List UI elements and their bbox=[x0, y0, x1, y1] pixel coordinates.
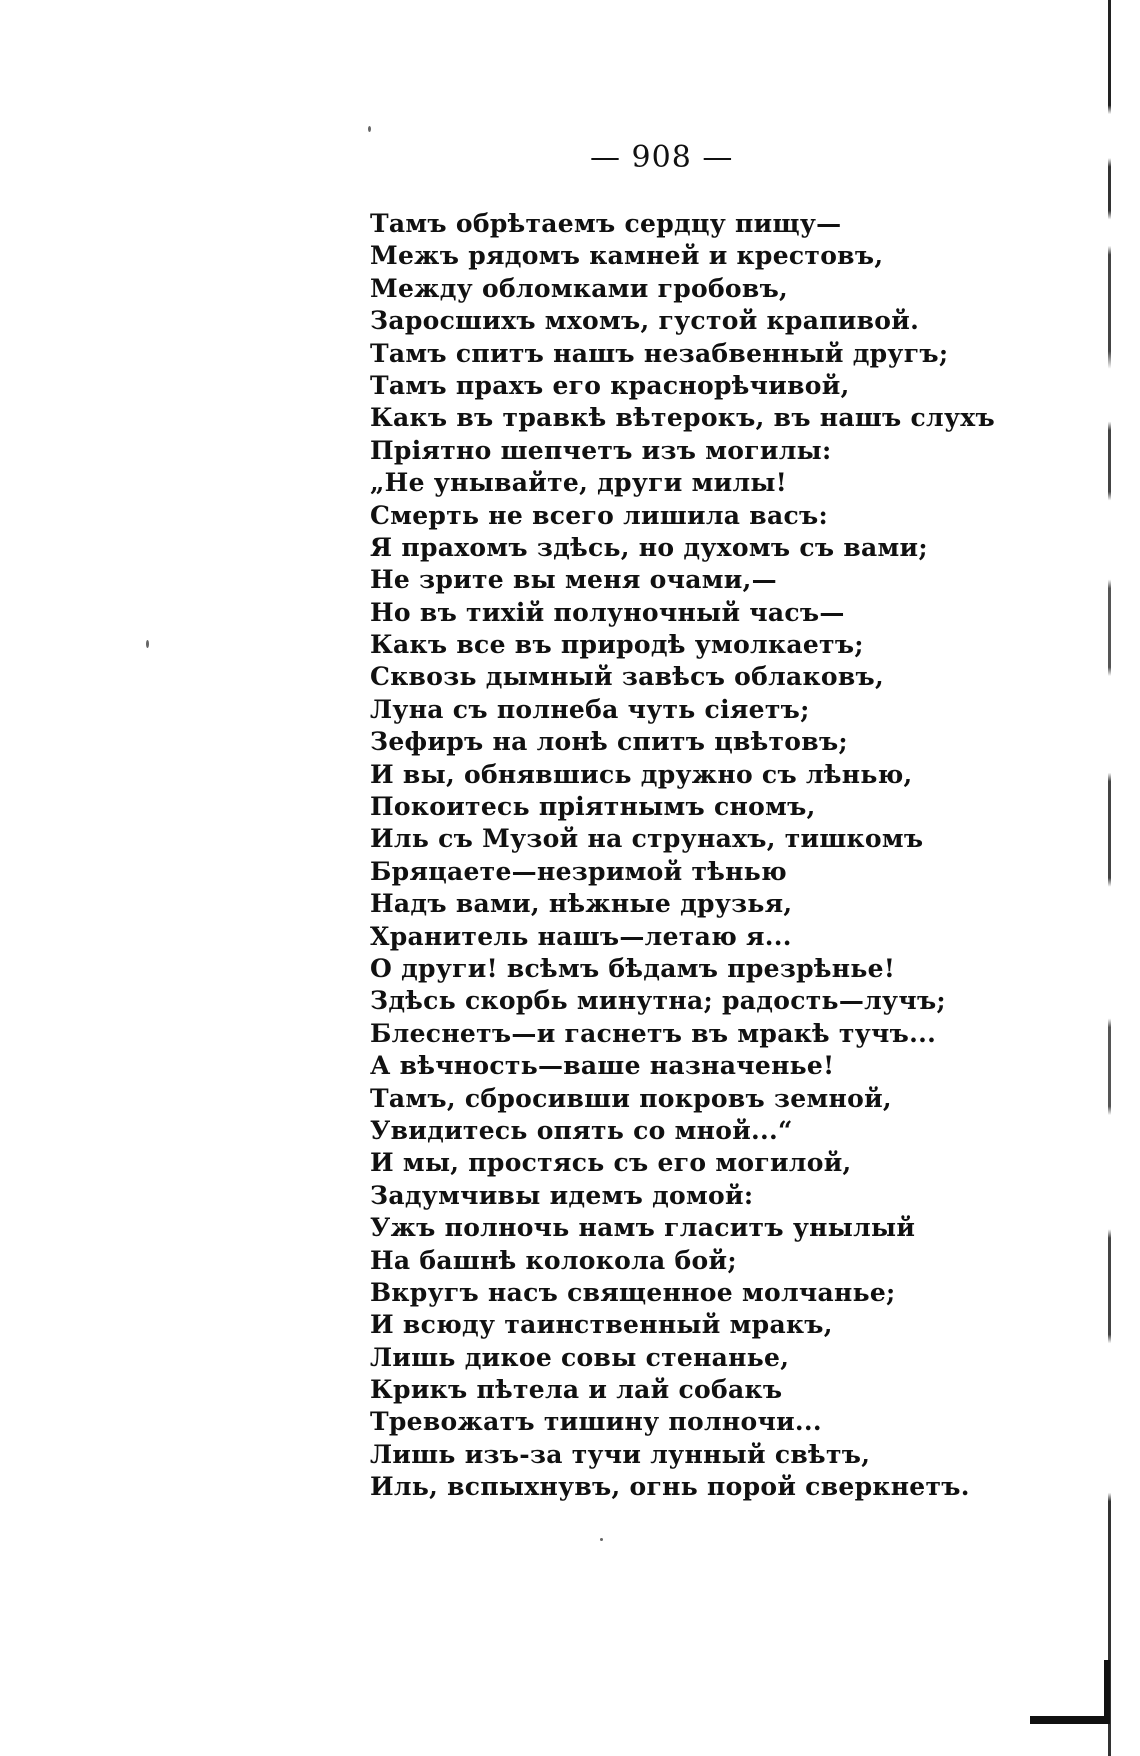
poem-line: На башнѣ колокола бой; bbox=[370, 1245, 737, 1275]
poem-line: А вѣчность—ваше назначенье! bbox=[370, 1051, 835, 1081]
poem-line: Хранитель нашъ—летаю я... bbox=[370, 921, 792, 951]
poem-line: Надъ вами, нѣжные друзья, bbox=[370, 889, 793, 919]
poem-line: Крикъ пѣтела и лай собакъ bbox=[370, 1375, 783, 1405]
poem-line: И мы, простясь съ его могилой, bbox=[370, 1148, 852, 1178]
poem-line: Ужъ полночь намъ гласитъ унылый bbox=[370, 1213, 916, 1243]
poem-line: Луна съ полнеба чуть сіяетъ; bbox=[370, 694, 810, 724]
poem-line: „Не унывайте, други милы! bbox=[370, 468, 788, 498]
poem-line: Тамъ, сбросивши покровъ земной, bbox=[370, 1083, 892, 1113]
poem-line: Бряцаете—незримой тѣнью bbox=[370, 856, 787, 886]
scan-speck bbox=[600, 1538, 603, 1541]
poem-line: Задумчивы идемъ домой: bbox=[370, 1180, 754, 1210]
poem-line: Какъ все въ природѣ умолкаетъ; bbox=[370, 630, 864, 660]
scan-edge-line bbox=[1108, 0, 1111, 1756]
poem-line: Блеснетъ—и гаснетъ въ мракѣ тучъ... bbox=[370, 1018, 937, 1048]
poem-line: Покоитесь пріятнымъ сномъ, bbox=[370, 792, 816, 822]
poem-line: Не зрите вы меня очами,— bbox=[370, 565, 777, 595]
poem-line: Лишь дикое совы стенанье, bbox=[370, 1342, 790, 1372]
poem-line: Вкругъ насъ священное молчанье; bbox=[370, 1277, 896, 1307]
poem-line: Увидитесь опять со мной...“ bbox=[370, 1115, 793, 1145]
poem-line: Тамъ обрѣтаемъ сердцу пищу— bbox=[370, 209, 842, 238]
poem-line: Но въ тихій полуночный часъ— bbox=[370, 597, 845, 627]
scan-corner-mark bbox=[1030, 1716, 1110, 1724]
page-number: — 908 — bbox=[590, 140, 734, 175]
poem-line: Тревожатъ тишину полночи... bbox=[370, 1407, 822, 1437]
poem-line: Пріятно шепчетъ изъ могилы: bbox=[370, 435, 832, 465]
poem-line: Какъ въ травкѣ вѣтерокъ, въ нашъ слухъ bbox=[370, 403, 995, 433]
poem-line: Заросшихъ мхомъ, густой крапивой. bbox=[370, 306, 920, 336]
poem-line: Иль съ Музой на струнахъ, тишкомъ bbox=[370, 824, 924, 854]
poem-line: Тамъ прахъ его краснорѣчивой, bbox=[370, 370, 850, 400]
poem-line: Я прахомъ здѣсь, но духомъ съ вами; bbox=[370, 532, 928, 562]
poem-line: Между обломками гробовъ, bbox=[370, 273, 789, 303]
poem-line: Здѣсь скорбь минутна; радость—лучъ; bbox=[370, 986, 946, 1016]
poem-line: Тамъ спитъ нашъ незабвенный другъ; bbox=[370, 338, 949, 368]
poem-line: Зефиръ на лонѣ спитъ цвѣтовъ; bbox=[370, 727, 848, 757]
scan-speck bbox=[146, 640, 149, 648]
poem-text bbox=[370, 208, 995, 1504]
poem-line: И вы, обнявшись дружно съ лѣнью, bbox=[370, 759, 913, 789]
scan-speck bbox=[368, 126, 371, 132]
poem-line: Смерть не всего лишила васъ: bbox=[370, 500, 828, 530]
poem-line: Лишь изъ-за тучи лунный свѣтъ, bbox=[370, 1439, 871, 1469]
poem-line: Иль, вспыхнувъ, огнь порой сверкнетъ. bbox=[370, 1472, 970, 1502]
poem-line: Межъ рядомъ камней и крестовъ, bbox=[370, 241, 884, 271]
poem-line: О други! всѣмъ бѣдамъ презрѣнье! bbox=[370, 953, 896, 983]
scan-corner-mark-vertical bbox=[1104, 1660, 1110, 1724]
poem-line: Сквозь дымный завѣсъ облаковъ, bbox=[370, 662, 885, 692]
poem-line: И всюду таинственный мракъ, bbox=[370, 1310, 833, 1340]
